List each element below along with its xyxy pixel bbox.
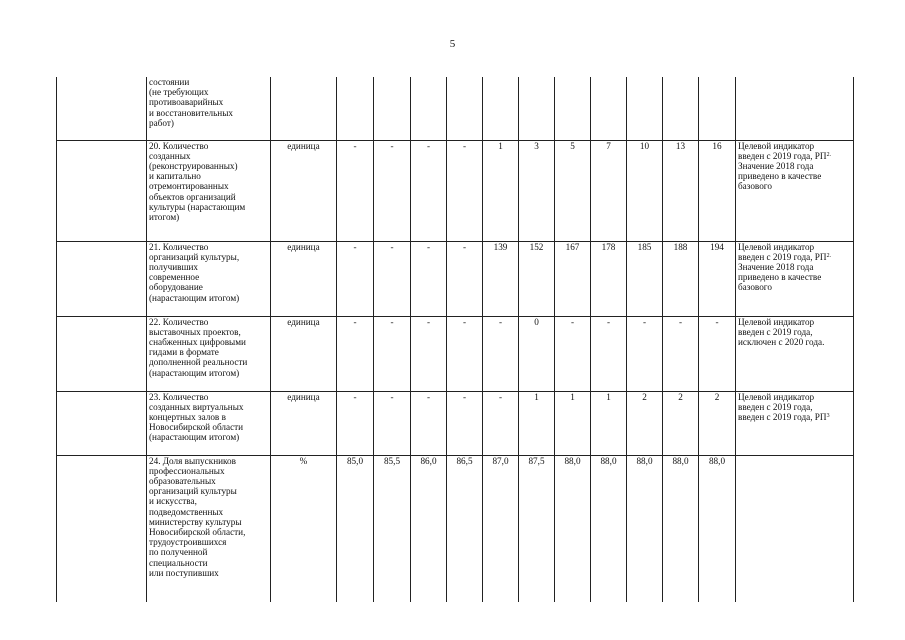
value-cell: - bbox=[591, 316, 627, 391]
unit-cell bbox=[271, 77, 337, 140]
unit-cell: % bbox=[271, 455, 337, 602]
value-cell: - bbox=[699, 316, 736, 391]
blank-cell bbox=[57, 77, 147, 140]
unit-cell: единица bbox=[271, 316, 337, 391]
value-cell: - bbox=[337, 241, 374, 316]
value-cell: - bbox=[374, 391, 411, 455]
value-cell: - bbox=[447, 391, 483, 455]
value-cell bbox=[663, 77, 699, 140]
value-cell bbox=[411, 77, 447, 140]
blank-cell bbox=[57, 140, 147, 241]
value-cell bbox=[519, 77, 555, 140]
value-cell bbox=[555, 77, 591, 140]
value-cell: - bbox=[483, 316, 519, 391]
value-cell: 1 bbox=[483, 140, 519, 241]
value-cell: - bbox=[337, 140, 374, 241]
table-row bbox=[57, 77, 854, 140]
value-cell: 0 bbox=[519, 316, 555, 391]
value-cell: - bbox=[411, 316, 447, 391]
value-cell: 2 bbox=[699, 391, 736, 455]
note-cell bbox=[736, 455, 854, 602]
value-cell: 194 bbox=[699, 241, 736, 316]
value-cell: - bbox=[411, 140, 447, 241]
value-cell bbox=[447, 77, 483, 140]
indicator-table bbox=[56, 77, 854, 602]
value-cell: 1 bbox=[591, 391, 627, 455]
value-cell: 85,0 bbox=[337, 455, 374, 602]
table-row bbox=[57, 391, 854, 455]
value-cell: 86,5 bbox=[447, 455, 483, 602]
value-cell: - bbox=[555, 316, 591, 391]
indicator-name: 24. Доля выпускников профессиональных образовательных организаций культуры и искусства, подведомственных министерству культуры Новосибирской области, трудоустроившихся по полученной специальности или поступивших bbox=[147, 455, 271, 602]
value-cell: - bbox=[337, 316, 374, 391]
value-cell: - bbox=[447, 140, 483, 241]
value-cell: - bbox=[411, 241, 447, 316]
note-cell: Целевой индикатор введен с 2019 года, $РП^{2.}$ Значение 2018 года приведено в качестве базового bbox=[736, 140, 854, 241]
value-cell: 167 bbox=[555, 241, 591, 316]
value-cell: - bbox=[337, 391, 374, 455]
value-cell: - bbox=[374, 140, 411, 241]
value-cell bbox=[374, 77, 411, 140]
indicator-name: 21. Количество организаций культуры, получивших современное оборудование (нарастающим итогом) bbox=[147, 241, 271, 316]
value-cell: - bbox=[374, 241, 411, 316]
value-cell: - bbox=[374, 316, 411, 391]
blank-cell bbox=[57, 391, 147, 455]
value-cell: 2 bbox=[627, 391, 663, 455]
value-cell bbox=[483, 77, 519, 140]
value-cell: - bbox=[411, 391, 447, 455]
note-cell bbox=[736, 77, 854, 140]
value-cell: 87,5 bbox=[519, 455, 555, 602]
note-cell: Целевой индикатор введен с 2019 года, $РП^{2.}$ Значение 2018 года приведено в качестве базового bbox=[736, 241, 854, 316]
value-cell: 1 bbox=[555, 391, 591, 455]
value-cell: - bbox=[483, 391, 519, 455]
indicator-name: состоянии (не требующих противоаварийных и восстановительных работ) bbox=[147, 77, 271, 140]
value-cell: 88,0 bbox=[555, 455, 591, 602]
unit-cell: единица bbox=[271, 391, 337, 455]
table-row bbox=[57, 241, 854, 316]
value-cell: - bbox=[447, 241, 483, 316]
value-cell bbox=[699, 77, 736, 140]
value-cell: - bbox=[663, 316, 699, 391]
table-row bbox=[57, 316, 854, 391]
value-cell: 13 bbox=[663, 140, 699, 241]
value-cell: 88,0 bbox=[663, 455, 699, 602]
unit-cell: единица bbox=[271, 241, 337, 316]
blank-cell bbox=[57, 455, 147, 602]
blank-cell bbox=[57, 316, 147, 391]
blank-cell bbox=[57, 241, 147, 316]
value-cell: 87,0 bbox=[483, 455, 519, 602]
note-cell: Целевой индикатор введен с 2019 года, исключен с 2020 года. bbox=[736, 316, 854, 391]
value-cell: 86,0 bbox=[411, 455, 447, 602]
value-cell: 2 bbox=[663, 391, 699, 455]
value-cell: 152 bbox=[519, 241, 555, 316]
value-cell: 88,0 bbox=[699, 455, 736, 602]
value-cell: 85,5 bbox=[374, 455, 411, 602]
indicator-name: 23. Количество созданных виртуальных концертных залов в Новосибирской области (нарастающим итогом) bbox=[147, 391, 271, 455]
unit-cell: единица bbox=[271, 140, 337, 241]
value-cell: 88,0 bbox=[591, 455, 627, 602]
value-cell bbox=[591, 77, 627, 140]
value-cell: 88,0 bbox=[627, 455, 663, 602]
page-number: 5 bbox=[449, 38, 456, 50]
table-row bbox=[57, 140, 854, 241]
indicator-name: 20. Количество созданных (реконструированных) и капитально отремонтированных объектов организаций культуры (нарастающим итогом) bbox=[147, 140, 271, 241]
indicator-name: 22. Количество выставочных проектов, снабженных цифровыми гидами в формате дополненной реальности (нарастающим итогом) bbox=[147, 316, 271, 391]
value-cell: 3 bbox=[519, 140, 555, 241]
value-cell: 178 bbox=[591, 241, 627, 316]
table-row bbox=[57, 455, 854, 602]
value-cell: - bbox=[627, 316, 663, 391]
value-cell: - bbox=[447, 316, 483, 391]
value-cell: 139 bbox=[483, 241, 519, 316]
value-cell bbox=[627, 77, 663, 140]
note-cell: Целевой индикатор введен с 2019 года, введен с 2019 года, $РП^3$ bbox=[736, 391, 854, 455]
value-cell: 188 bbox=[663, 241, 699, 316]
value-cell: 7 bbox=[591, 140, 627, 241]
value-cell: 10 bbox=[627, 140, 663, 241]
value-cell: 185 bbox=[627, 241, 663, 316]
value-cell: 16 bbox=[699, 140, 736, 241]
value-cell: 1 bbox=[519, 391, 555, 455]
value-cell bbox=[337, 77, 374, 140]
value-cell: 5 bbox=[555, 140, 591, 241]
